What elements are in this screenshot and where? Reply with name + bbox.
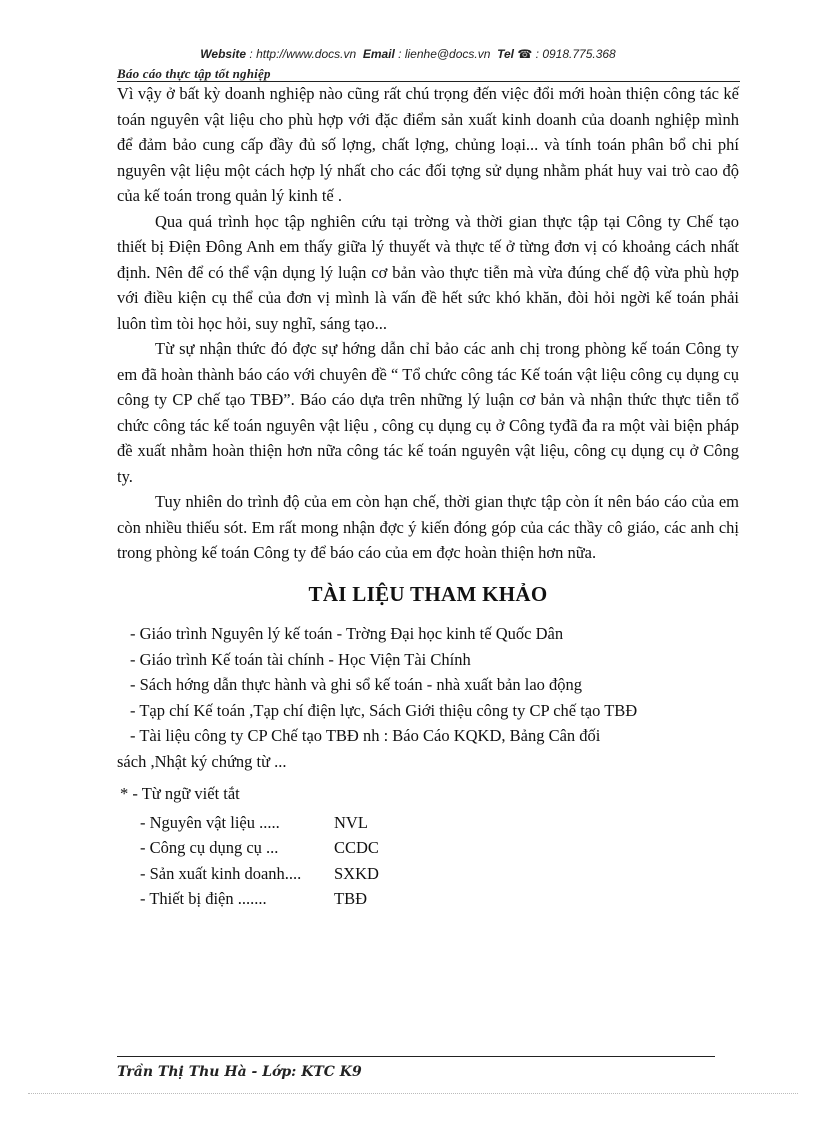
abbreviation-row	[140, 835, 379, 861]
reference-item	[117, 723, 739, 774]
abbreviation-term: - Thiết bị điện .......	[140, 889, 267, 908]
abbreviation-term: - Sản xuất kinh doanh....	[140, 863, 302, 883]
phone-icon: ☎	[517, 47, 533, 61]
reference-item-continuation: sách ,Nhật ký chứng từ ...	[117, 751, 287, 771]
tel-label: Tel	[497, 47, 514, 61]
paragraph: Vì vậy ở bất kỳ doanh nghiệp nào cũng rất chú trọng đến việc đổi mới hoàn thiện công tác kế toán nguyên vật liệu cho phù hợp với đặc điểm sản xuất kinh doanh của doanh nghiệp mình để đảm bảo cung cấp đầy đủ số lợng, chất lợng, chủng loại... và tính toán phân bổ chi phí nguyên vật liệu một cách hợp lý nhất cho các đối tợng sử dụng nhằm phát huy vai trò cao độ của kế toán trong quản lý kinh tế .	[117, 84, 739, 205]
abbreviation-code: CCDC	[334, 838, 379, 857]
abbreviation-row	[140, 810, 379, 836]
references-list	[117, 621, 739, 774]
abbreviation-row	[140, 861, 379, 887]
website-label: Website	[200, 47, 247, 61]
reference-item: - Sách hớng dẫn thực hành và ghi sổ kế toán - nhà xuất bản lao động	[130, 675, 583, 694]
abbreviation-code: SXKD	[334, 863, 379, 883]
tel-number: 0918.775.368	[542, 47, 616, 61]
abbreviation-code: NVL	[334, 812, 368, 832]
paragraph: Tuy nhiên do trình độ của em còn hạn chế, thời gian thực tập còn ít nên báo cáo của em còn nhiều thiếu sót. Em rất mong nhận đợc ý kiến đóng góp của các thầy cô giáo, các anh chị trong phòng kế toán Công ty để báo cáo của em đợc hoàn thiện hơn nữa.	[117, 492, 739, 562]
abbreviation-code: TBĐ	[334, 889, 367, 908]
paragraph: Qua quá trình học tập nghiên cứu tại trờng và thời gian thực tập tại Công ty Chế tạo thiết bị Điện Đông Anh em thấy giữa lý thuyết và thực tế ở từng đơn vị có khoảng cách nhất định. Nên để có thể vận dụng lý luận cơ bản vào thực tiễn mà vừa đúng chế độ vừa phù hợp với điều kiện cụ thể của đơn vị mình là vấn đề hết sức khó khăn, đòi hỏi ngời kế toán phải luôn tìm tòi học hỏi, suy nghĩ, sáng tạo...	[117, 211, 739, 333]
abbreviations-table	[140, 810, 379, 912]
abbreviation-term: - Công cụ dụng cụ ...	[140, 838, 279, 857]
running-title: Báo cáo thực tập tốt nghiệp	[117, 66, 271, 81]
abbreviation-row	[140, 886, 379, 912]
footer-author: Trần Thị Thu Hà - Lớp: KTC K9	[117, 1064, 362, 1080]
website-header: Website : http://www.docs.vn Email : lienhe@docs.vn Tel ☎ : 0918.775.368	[200, 47, 616, 61]
email-link[interactable]: lienhe@docs.vn	[404, 47, 491, 61]
abbreviation-term: - Nguyên vật liệu .....	[140, 812, 280, 832]
reference-item: - Giáo trình Kế toán tài chính - Học Viện Tài Chính	[130, 649, 471, 669]
footer-divider	[117, 1056, 715, 1057]
website-link[interactable]: http://www.docs.vn	[256, 47, 357, 61]
abbreviations-heading: * - Từ ngữ viết tắt	[120, 784, 240, 803]
page-edge-line	[28, 1093, 798, 1094]
reference-item-line: - Tài liệu công ty CP Chế tạo TBĐ nh : Báo Cáo KQKD, Bảng Cân đối	[130, 726, 601, 745]
references-title: TÀI LIỆU THAM KHẢO	[308, 581, 548, 606]
paragraph: Từ sự nhận thức đó đợc sự hớng dẫn chỉ bảo các anh chị trong phòng kế toán Công ty em đã hoàn thành báo cáo với chuyên đề “ Tổ chức công tác Kế toán vật liệu công cụ dụng cụ công ty CP chế tạo TBĐ”. Báo cáo dựa trên những lý luận cơ bản và nhận thức thực tiễn tổ chức công tác kế toán nguyên vật liệu , công cụ dụng cụ ở Công tyđã đa ra một vài biện pháp đề xuất nhằm hoàn thiện hơn nữa công tác kế toán nguyên vật liệu, công cụ dụng cụ ở Công ty.	[117, 339, 739, 486]
page-body	[117, 81, 739, 912]
email-label: Email	[362, 47, 395, 61]
reference-item: - Tạp chí Kế toán ,Tạp chí điện lực, Sách Giới thiệu công ty CP chế tạo TBĐ	[130, 700, 638, 720]
reference-item: - Giáo trình Nguyên lý kế toán - Trờng Đại học kinh tế Quốc Dân	[130, 624, 564, 643]
